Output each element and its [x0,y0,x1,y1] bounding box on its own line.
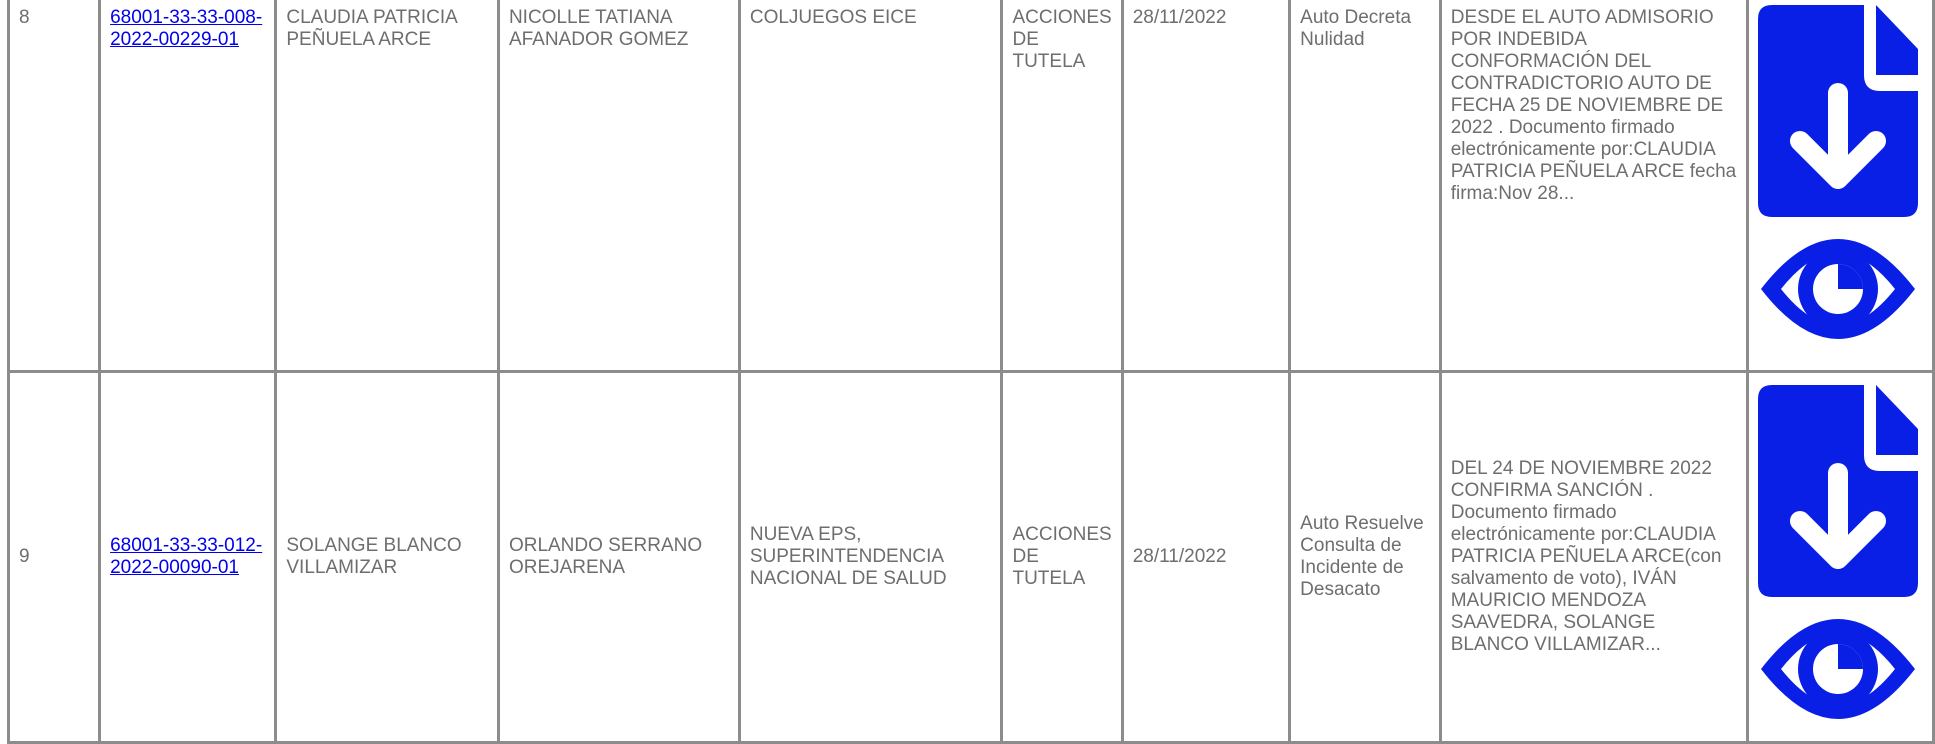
row-number: 8 [9,0,100,372]
anotacion-cell: DEL 24 DE NOVIEMBRE 2022 CONFIRMA SANCIÓN . Documento firmado electrónicamente por:CLAUDIA PATRICIA PEÑUELA ARCE(con salvamento de voto), IVÁN MAURICIO MENDOZA SAAVEDRA, SOLANGE BLANCO VILLAMIZAR... [1440,372,1747,743]
anotacion-cell: DESDE EL AUTO ADMISORIO POR INDEBIDA CONFORMACIÓN DEL CONTRADICTORIO AUTO DE FECHA 25 DE NOVIEMBRE DE 2022 . Documento firmado electrónicamente por:CLAUDIA PATRICIA PEÑUELA ARCE fecha firma:Nov 28... [1440,0,1747,372]
table-row [9,372,1934,743]
documents-cell [1748,0,1934,372]
demandante-cell: NICOLLE TATIANA AFANADOR GOMEZ [498,0,739,372]
records-table [7,0,1935,744]
documents-cell [1748,372,1934,743]
fecha-cell: 28/11/2022 [1122,0,1289,372]
row-number: 9 [9,372,100,743]
ponente-cell: SOLANGE BLANCO VILLAMIZAR [276,372,499,743]
radicado-cell [100,0,276,372]
radicado-link[interactable]: 68001-33-33-008-2022-00229-01 [110,7,263,50]
table-row [9,0,1934,372]
file-download-icon[interactable] [1758,5,1918,217]
clase-cell: ACCIONES DE TUTELA [1002,372,1122,743]
demandante-cell: ORLANDO SERRANO OREJARENA [498,372,739,743]
demandado-cell: COLJUEGOS EICE [739,0,1002,372]
demandado-cell: NUEVA EPS, SUPERINTENDENCIA NACIONAL DE SALUD [739,372,1002,743]
fecha-cell: 28/11/2022 [1122,372,1289,743]
eye-icon[interactable] [1758,225,1918,353]
radicado-cell [100,372,276,743]
eye-icon[interactable] [1758,605,1918,733]
radicado-link[interactable]: 68001-33-33-012-2022-00090-01 [110,535,263,578]
actuacion-cell: Auto Decreta Nulidad [1290,0,1441,372]
file-download-icon[interactable] [1758,385,1918,597]
ponente-cell: CLAUDIA PATRICIA PEÑUELA ARCE [276,0,499,372]
actuacion-cell: Auto Resuelve Consulta de Incidente de Desacato [1290,372,1441,743]
clase-cell: ACCIONES DE TUTELA [1002,0,1122,372]
